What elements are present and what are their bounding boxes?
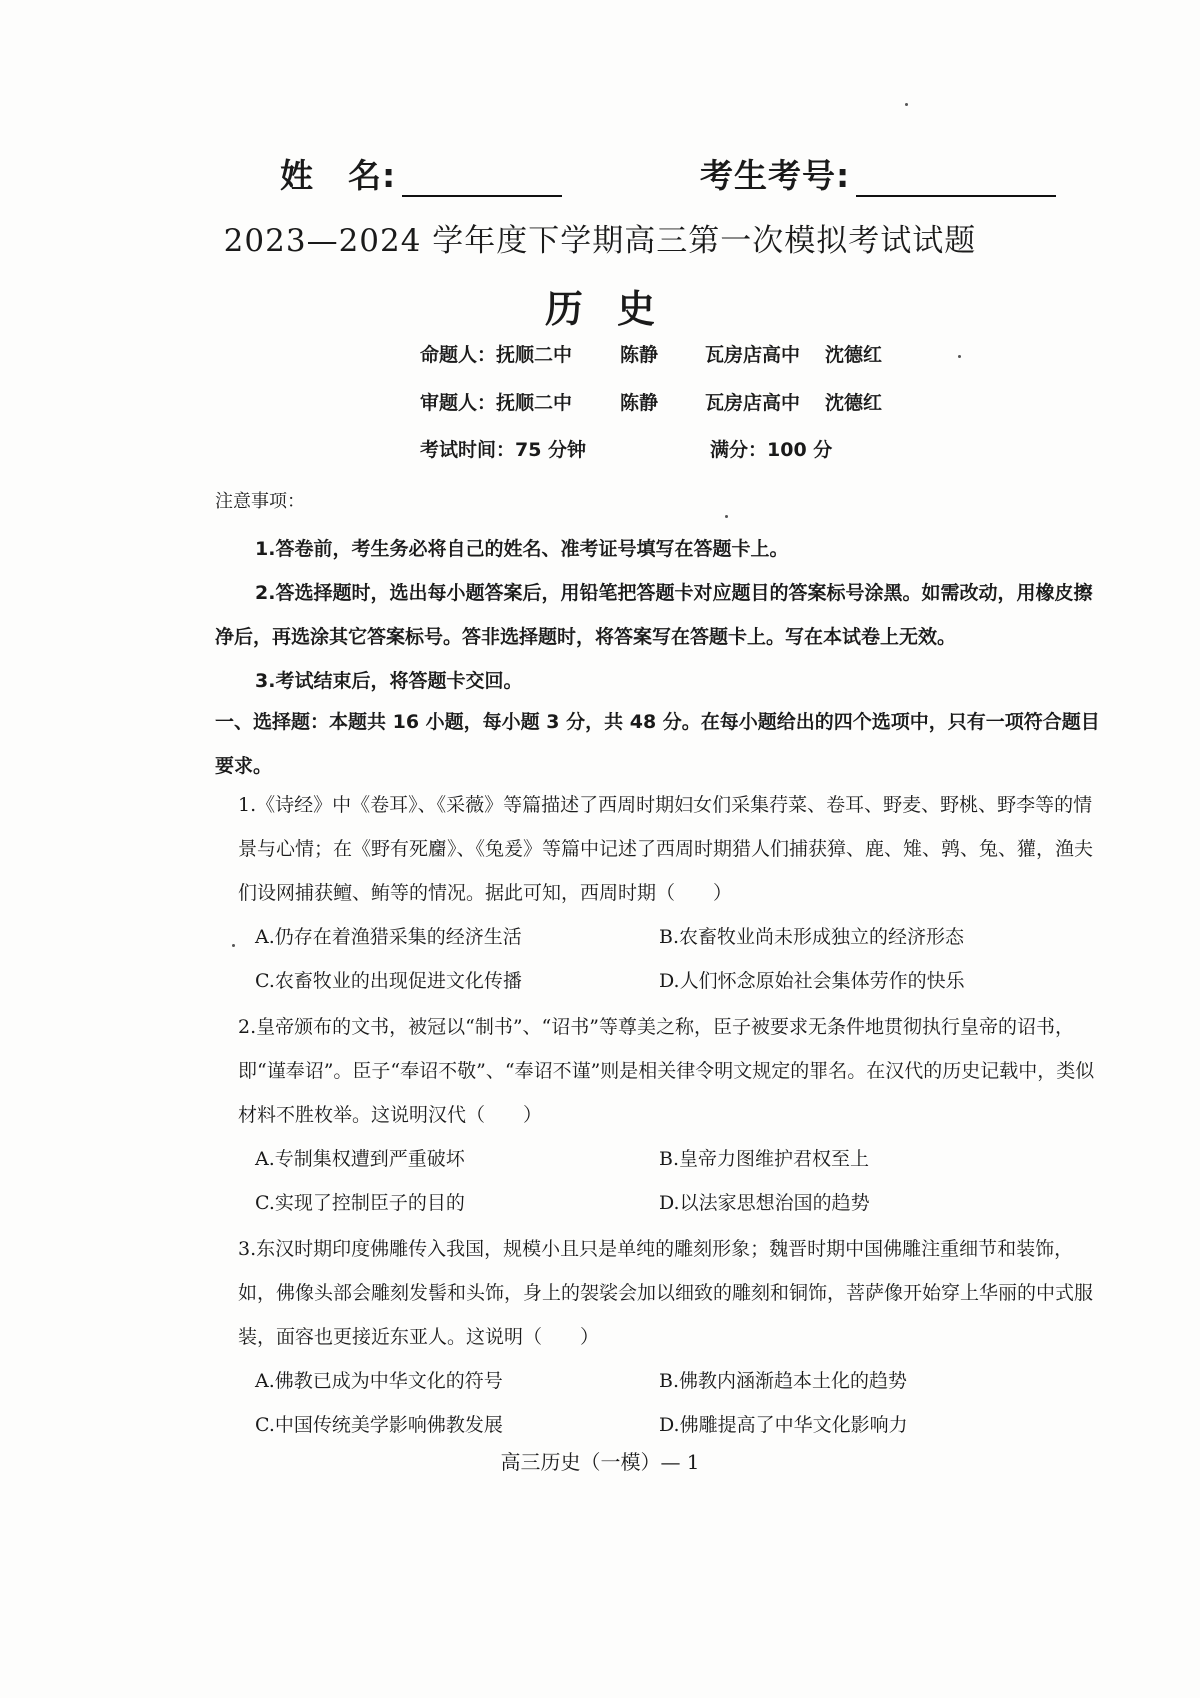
name-label: 姓 名: <box>280 156 397 195</box>
reviewer-name-2: 沈德红 <box>825 392 883 414</box>
note-item: 3.考试结束后，将答题卡交回。 <box>255 670 523 692</box>
note-item: 2.答选择题时，选出每小题答案后，用铅笔把答题卡对应题目的答案标号涂黑。如需改动，用橡皮擦净后，再选涂其它答案标号。答非选择题时，将答案写在答题卡上。写在本试卷上无效。 <box>215 582 1093 648</box>
page-footer: 高三历史（一模）— 1 <box>500 1450 700 1474</box>
setter-school-2: 瓦房店高中 <box>705 344 801 366</box>
setters-label: 命题人：抚顺二中 <box>420 344 573 366</box>
question-stem: 3.东汉时期印度佛雕传入我国，规模小且只是单纯的雕刻形象；魏晋时期中国佛雕注重细节和装饰，如，佛像头部会雕刻发髻和头饰，身上的袈裟会加以细致的雕刻和铜饰，菩萨像开始穿上华丽的中式服装，面容也更接近东亚人。这说明（ ） <box>238 1238 1094 1348</box>
option-b: B.皇帝力图维护君权至上 <box>659 1148 870 1170</box>
option-b: B.农畜牧业尚未形成独立的经济形态 <box>659 926 965 948</box>
option-d: D.以法家思想治国的趋势 <box>659 1192 870 1214</box>
reviewers-label: 审题人：抚顺二中 <box>420 392 573 414</box>
option-d: D.佛雕提高了中华文化影响力 <box>659 1414 908 1436</box>
exam-id-blank-line <box>856 163 1056 197</box>
option-a: A.佛教已成为中华文化的符号 <box>255 1370 503 1392</box>
note-item: 1.答卷前，考生务必将自己的姓名、准考证号填写在答题卡上。 <box>255 538 789 560</box>
scan-speck <box>958 355 961 358</box>
option-b: B.佛教内涵渐趋本土化的趋势 <box>659 1370 908 1392</box>
question-stem: 1.《诗经》中《卷耳》、《采薇》等篇描述了西周时期妇女们采集荇菜、卷耳、野麦、野桃、野李等的情景与心情；在《野有死麕》、《兔爰》等篇中记述了西周时期猎人们捕获獐、鹿、雉、鹑、兔、獾，渔夫们设网捕获鳣、鲔等的情况。据此可知，西周时期（ ） <box>238 794 1094 904</box>
candidate-info-header <box>280 150 1040 200</box>
section-heading: 一、选择题：本题共 16 小题，每小题 3 分，共 48 分。在每小题给出的四个选项中，只有一项符合题目要求。 <box>215 711 1100 777</box>
option-c: C.实现了控制臣子的目的 <box>255 1192 465 1214</box>
subject-title: 历史 <box>544 287 689 331</box>
option-a: A.仍存在着渔猎采集的经济生活 <box>255 926 522 948</box>
exam-time: 考试时间：75 分钟 <box>420 439 587 461</box>
option-c: C.中国传统美学影响佛教发展 <box>255 1414 503 1436</box>
scan-speck <box>725 515 728 518</box>
option-d: D.人们怀念原始社会集体劳作的快乐 <box>659 970 965 992</box>
full-score: 满分：100 分 <box>710 439 833 461</box>
reviewer-school-2: 瓦房店高中 <box>705 392 801 414</box>
option-c: C.农畜牧业的出现促进文化传播 <box>255 970 522 992</box>
exam-title: 2023—2024 学年度下学期高三第一次模拟考试试题 <box>223 223 977 259</box>
name-blank-line <box>402 163 562 197</box>
name-field <box>280 150 562 197</box>
setter-name-1: 陈静 <box>620 344 659 366</box>
reviewer-name-1: 陈静 <box>620 392 659 414</box>
scan-speck <box>905 103 908 106</box>
notes-heading: 注意事项： <box>215 491 305 512</box>
question-stem: 2.皇帝颁布的文书，被冠以“制书”、“诏书”等尊美之称，臣子被要求无条件地贯彻执行皇帝的诏书，即“谨奉诏”。臣子“奉诏不敬”、“奉诏不谨”则是相关律令明文规定的罪名。在汉代的历史记载中，类似材料不胜枚举。这说明汉代（ ） <box>238 1016 1095 1126</box>
scan-speck <box>232 944 235 947</box>
exam-id-label: 考生考号: <box>700 156 851 195</box>
option-a: A.专制集权遭到严重破坏 <box>255 1148 465 1170</box>
setter-name-2: 沈德红 <box>825 344 883 366</box>
exam-id-field <box>700 150 1056 197</box>
